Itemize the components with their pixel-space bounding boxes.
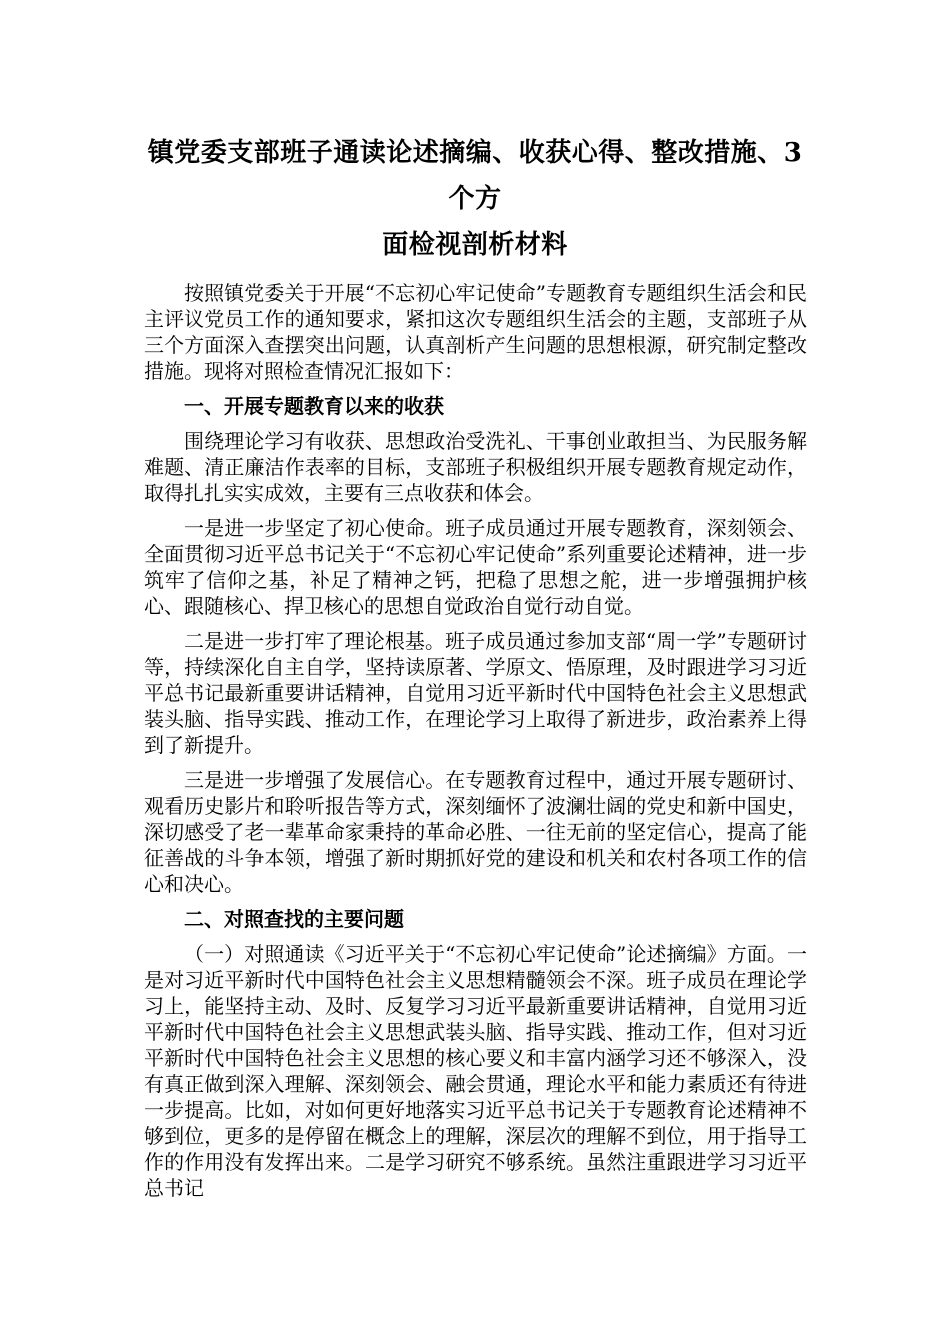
intro-paragraph: 按照镇党委关于开展“不忘初心牢记使命”专题教育专题组织生活会和民主评议党员工作的通知要求，紧扣这次专题组织生活会的主题，支部班子从三个方面深入查摆突出问题，认真剖析产生问题的思想根源，研究制定整改措施。现将对照检查情况汇报如下： [144,281,807,383]
section-1-heading: 一、开展专题教育以来的收获 [184,394,444,418]
document-body [144,280,807,1210]
section-2-heading: 二、对照查找的主要问题 [184,907,404,931]
section-1-paragraph-2: 一是进一步坚定了初心使命。班子成员通过开展专题教育，深刻领会、全面贯彻习近平总书记关于“不忘初心牢记使命”系列重要论述精神，进一步筑牢了信仰之基，补足了精神之钙，把稳了思想之舵，进一步增强拥护核心、跟随核心、捍卫核心的思想自觉政治自觉行动自觉。 [144,516,807,618]
section-2-paragraph-1: （一）对照通读《习近平关于“不忘初心牢记使命”论述摘编》方面。一是对习近平新时代中国特色社会主义思想精髓领会不深。班子成员在理论学习上，能坚持主动、及时、反复学习习近平最新重要讲话精神，自觉用习近平新时代中国特色社会主义思想武装头脑、指导实践、推动工作，但对习近平新时代中国特色社会主义思想的核心要义和丰富内涵学习还不够深入，没有真正做到深入理解、深刻领会、融会贯通，理论水平和能力素质还有待进一步提高。比如，对如何更好地落实习近平总书记关于专题教育论述精神不够到位，更多的是停留在概念上的理解，深层次的理解不到位，用于指导工作的作用没有发挥出来。二是学习研究不够系统。虽然注重跟进学习习近平总书记 [144,942,807,1200]
title-line-1: 镇党委支部班子通读论述摘编、收获心得、整改措施、3个方 [147,138,803,214]
document-title [140,130,810,268]
section-1-paragraph-3: 二是进一步打牢了理论根基。班子成员通过参加支部“周一学”专题研讨等，持续深化自主自学，坚持读原著、学原文、悟原理，及时跟进学习习近平总书记最新重要讲话精神，自觉用习近平新时代中国特色社会主义思想武装头脑、指导实践、推动工作，在理论学习上取得了新进步，政治素养上得到了新提升。 [144,629,807,757]
title-line-2: 面检视剖析材料 [382,230,568,260]
section-1-paragraph-4: 三是进一步增强了发展信心。在专题教育过程中，通过开展专题研讨、观看历史影片和聆听报告等方式，深刻缅怀了波澜壮阔的党史和新中国史，深切感受了老一辈革命家秉持的革命必胜、一往无前的坚定信心，提高了能征善战的斗争本领，增强了新时期抓好党的建设和机关和农村各项工作的信心和决心。 [144,768,807,896]
section-1-paragraph-1: 围绕理论学习有收获、思想政治受洗礼、干事创业敢担当、为民服务解难题、清正廉洁作表率的目标，支部班子积极组织开展专题教育规定动作，取得扎扎实实成效，主要有三点收获和体会。 [144,429,807,505]
